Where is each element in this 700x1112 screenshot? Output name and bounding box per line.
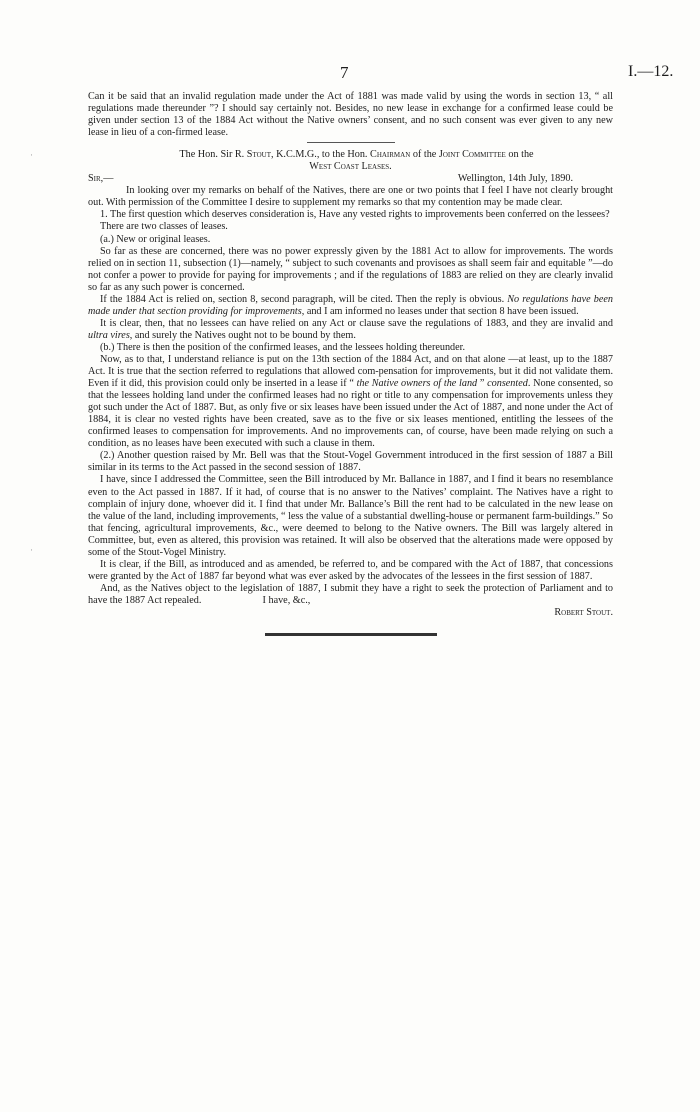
paragraph-conclusion: And, as the Natives object to the legislation of 1887, I submit they have a right to seek the protection of Parliament and to have the 1887 Act repealed. I have, &c., [88, 582, 613, 606]
paragraph-new-leases: (a.) New or original leases. [100, 233, 211, 245]
page-reference: I.—12. [628, 63, 674, 80]
document-body [88, 91, 613, 636]
section-divider [307, 142, 395, 143]
salutation: Sir,— [88, 173, 114, 185]
margin-mark: · [30, 545, 33, 555]
paragraph-1884-act: If the 1884 Act is relied on, section 8, second paragraph, will be cited. Then the reply is obvious. No regulations have been made under that section providing for improvements, and I am informed no leases under that section 8 have been issued. [88, 293, 613, 317]
paragraph-intro: In looking over my remarks on behalf of the Natives, there are one or two points that I feel I have not clearly brought out. With permission of the Committee I desire to supplement my remarks so that my contention may be made clear. [88, 185, 613, 209]
paragraph-section-13: Now, as to that, I understand reliance is put on the 13th section of the 1884 Act, and on that alone —at least, up to the 1887 Act. It is true that the section referred to regulations that allowed com-pensation for improvements, but it did not validate them. Even if it did, this provision could only be inserted in a lease if “ the Native owners of the land ” consented. None consented, so that the lessees holding land under the confirmed leases had no right or title to any compensation for improvements unless they got such under the Act of 1887. But, as only five or six leases have been issued under the Act of 1887, and none under the Act of 1884, it is clear no vested rights have been created, save as to the five or six leases mentioned, entitling the lessees of the confirmed leases to compensation for improvements. And no improvements can, of course, have been made relying on such a condition, as no leases have been executed with such a clause in them. [88, 353, 613, 450]
paragraph-question-1: 1. The first question which deserves consideration is, Have any vested rights to improvements been conferred on the lessees? [100, 209, 610, 221]
closing: I have, &c., [262, 594, 311, 606]
place-date: Wellington, 14th July, 1890. [457, 173, 573, 185]
margin-mark: · [30, 150, 33, 160]
signature: Robert Stout. [554, 606, 613, 618]
page-number: 7 [340, 63, 349, 82]
paragraph-concessions: It is clear, if the Bill, as introduced and as amended, be referred to, and be compared with the Act of 1887, that concessions were granted by the Act of 1887 far beyond what was ever asked by the advocates of the lessees in the first session of 1887. [88, 558, 613, 582]
paragraph-question-2: (2.) Another question raised by Mr. Bell was that the Stout-Vogel Government introduced in the first session of 1887 a Bill similar in its terms to the Act passed in the second session of 1887. [88, 450, 613, 474]
paragraph-classes: There are two classes of leases. [100, 221, 228, 233]
letter-heading-line2: West Coast Leases. [309, 161, 392, 173]
paragraph-improvements: So far as these are concerned, there was no power expressly given by the 1881 Act to allow for improvements. The words relied on in section 11, subsection (1)—namely, “ subject to such covenants and provisoes as shall seem fair and equitable ”—do not confer a power to provide for paying for improvements ; and if the regulations of 1883 are relied on they are clearly invalid so far as any such power is concerned. [88, 245, 613, 293]
end-rule [265, 633, 437, 636]
paragraph-ballance-bill: I have, since I addressed the Committee, seen the Bill introduced by Mr. Ballance in 1887, and I find it bears no resemblance even to the Act passed in 1887. If it had, of course that is no answer to the Natives’ complaint. The Natives have a right to complain of injury done, whoever did it. I find that under Mr. Ballance’s Bill the rent had to be calculated in the new lease on the value of the land, including improvements, “ less the value of a substantial dwelling-house or permanent farm-buildings.” So that fencing, agricultural improvements, &c., were deemed to belong to the Native owners. The Bill was largely altered in Committee, but, even as altered, this provision was retained. It will also be observed that the alterations made were opposed by some of the Stout-Vogel Ministry. [88, 474, 613, 558]
paragraph-ultra-vires: It is clear, then, that no lessees can have relied on any Act or clause save the regulations of 1883, and they are invalid and ultra vires, and surely the Natives ought not to be bound by them. [88, 317, 613, 341]
paragraph-confirmed-leases: (b.) There is then the position of the confirmed leases, and the lessees holding thereunder. [100, 341, 466, 353]
salutation-row [88, 173, 613, 185]
opening-paragraph: Can it be said that an invalid regulation made under the Act of 1881 was made valid by using the words in section 13, “ all regulations made thereunder ”? I should say certainly not. Besides, no new lease in exchange for a confirmed lease could be given under section 13 of the 1884 Act without the Native owners’ consent, and no such consent was ever given to any new lease in lieu of a con-firmed lease. [88, 91, 613, 139]
letter-heading: The Hon. Sir R. Stout, K.C.M.G., to the Hon. Chairman of the Joint Committee on the [179, 149, 534, 161]
